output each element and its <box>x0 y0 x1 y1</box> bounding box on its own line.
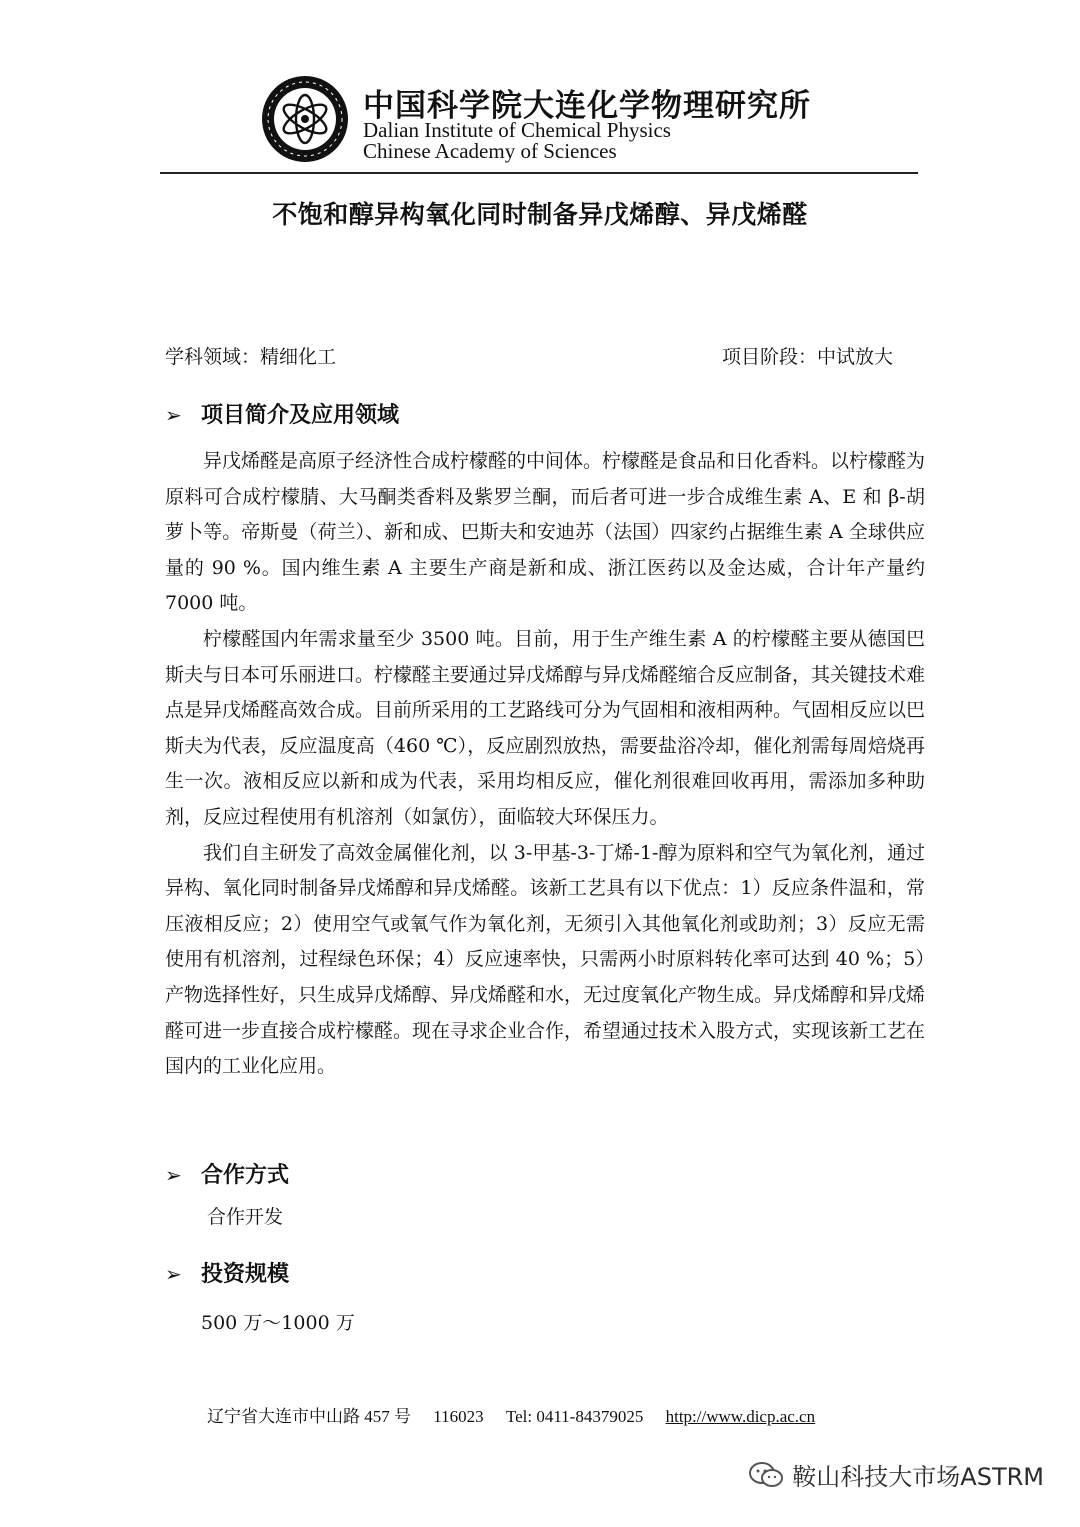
intro-paragraph-3: 我们自主研发了高效金属催化剂，以 3-甲基-3-丁烯-1-醇为原料和空气为氧化剂，通过异构、氧化同时制备异戊烯醇和异戊烯醛。该新工艺具有以下优点：1）反应条件温和，常压液相反应；2）使用空气或氧气作为氧化剂，无须引入其他氧化剂或助剂；3）反应无需使用有机溶剂，过程绿色环保；4）反应速率快，只需两小时原料转化率可达到 40 %；5）产物选择性好，只生成异戊烯醇、异戊烯醛和水，无过度氧化产物生成。异戊烯醇和异戊烯醛可进一步直接合成柠檬醛。现在寻求企业合作，希望通过技术入股方式，实现该新工艺在国内的工业化应用。 <box>165 841 926 1078</box>
document-footer <box>207 1402 815 1427</box>
footer-website-link[interactable]: http://www.dicp.ac.cn <box>665 1407 816 1426</box>
intro-paragraph-1: 异戊烯醛是高原子经济性合成柠檬醛的中间体。柠檬醛是食品和日化香料。以柠檬醛为原料可合成柠檬腈、大马酮类香料及紫罗兰酮，而后者可进一步合成维生素 A、E 和 β-胡萝卜等。帝斯曼（荷兰）、新和成、巴斯夫和安迪苏（法国）四家约占据维生素 A 全球供应量的 90 %。国内维生素 A 主要生产商是新和成、浙江医药以及金达威，合计年产量约 7000 吨。 <box>165 450 926 615</box>
document-header <box>160 70 920 170</box>
watermark <box>748 1457 1044 1492</box>
investment-content: 500 万～1000 万 <box>201 1312 355 1334</box>
intro-paragraph-2: 柠檬醛国内年需求量至少 3500 吨。目前，用于生产维生素 A 的柠檬醛主要从德国巴斯夫与日本可乐丽进口。柠檬醛主要通过异戊烯醇与异戊烯醛缩合反应制备，其关键技术难点是异戊烯醛高效合成。目前所采用的工艺路线可分为气固相和液相两种。气固相反应以巴斯夫为代表，反应温度高（460 ℃），反应剧烈放热，需要盐浴冷却，催化剂需每周焙烧再生一次。液相反应以新和成为代表，采用均相反应，催化剂很难回收再用，需添加多种助剂，反应过程使用有机溶剂（如氯仿），面临较大环保压力。 <box>165 627 926 828</box>
institute-name-en-line2: Chinese Academy of Sciences <box>363 139 617 163</box>
subject-field: 学科领域：精细化工 <box>165 346 337 368</box>
cooperation-content: 合作开发 <box>207 1206 284 1228</box>
section-heading-cooperation <box>165 1158 289 1189</box>
intro-body <box>165 444 925 1085</box>
header-divider <box>160 172 918 174</box>
section-title: 合作方式 <box>201 1163 290 1188</box>
document-title: 不饱和醇异构氧化同时制备异戊烯醇、异戊烯醛 <box>272 200 808 229</box>
section-heading-investment <box>165 1257 289 1288</box>
arrow-bullet-icon: ➢ <box>165 403 182 427</box>
wechat-icon <box>748 1461 784 1489</box>
section-title: 项目简介及应用领域 <box>201 403 400 428</box>
footer-postcode: 116023 <box>433 1407 484 1426</box>
section-title: 投资规模 <box>201 1262 290 1287</box>
watermark-text: 鞍山科技大市场ASTRM <box>792 1463 1044 1491</box>
footer-tel: Tel: 0411-84379025 <box>505 1407 644 1426</box>
section-heading-intro <box>165 398 399 429</box>
arrow-bullet-icon: ➢ <box>165 1163 182 1187</box>
institute-name-en-line1: Dalian Institute of Chemical Physics <box>363 118 671 142</box>
institute-seal-icon <box>260 74 350 164</box>
project-stage: 项目阶段：中试放大 <box>721 346 893 368</box>
institute-name-cn: 中国科学院大连化学物理研究所 <box>363 88 811 124</box>
arrow-bullet-icon: ➢ <box>165 1262 182 1286</box>
footer-address: 辽宁省大连市中山路 457 号 <box>207 1407 411 1426</box>
